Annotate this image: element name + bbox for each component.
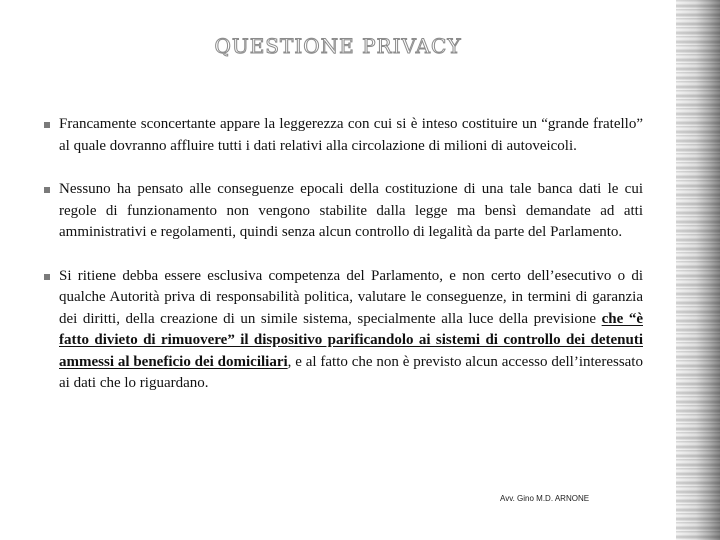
bullet-text-emphasis: che “è fatto divieto di rimuovere” il dispositivo parificandolo ai sistemi di controllo dei detenuti ammessi al beneficio dei domiciliari [59, 310, 643, 370]
bullet-text: Nessuno ha pensato alle conseguenze epocali della costituzione di una tale banca dati le cui regole di funzionamento non vengono stabilite dalla legge ma bensì demandate ad atti amministrativi e regolamenti, quindi senza alcun controllo di legalità da parte del Parlamento. [59, 181, 643, 240]
bullet-text-outro: , e al fatto che non è previsto alcun accesso dell’interessato ai dati che lo riguardano. [59, 353, 643, 391]
bullet-text-intro: Si ritiene debba essere esclusiva competenza del Parlamento, e non certo dell’esecutivo o di qualche Autorità priva di responsabilità politica, valutare le conseguenze, in termini di garanzia dei diritti, della creazione di un simile sistema, specialmente alla luce della previsione [59, 267, 643, 327]
bullet-item-2 [44, 179, 643, 244]
author-signature: Avv. Gino M.D. ARNONE [500, 494, 590, 503]
square-bullet-icon [44, 122, 50, 128]
bullet-list [44, 114, 643, 395]
bullet-item-3 [44, 266, 643, 395]
square-bullet-icon [44, 274, 50, 280]
decorative-edge [676, 0, 720, 540]
slide-title: QUESTIONE PRIVACY [214, 34, 462, 58]
bullet-text: Francamente sconcertante appare la leggerezza con cui si è inteso costituire un “grande fratello” al quale dovranno affluire tutti i dati relativi alla circolazione di milioni di autoveicoli. [59, 116, 643, 154]
square-bullet-icon [44, 187, 50, 193]
bullet-item-1 [44, 114, 643, 157]
